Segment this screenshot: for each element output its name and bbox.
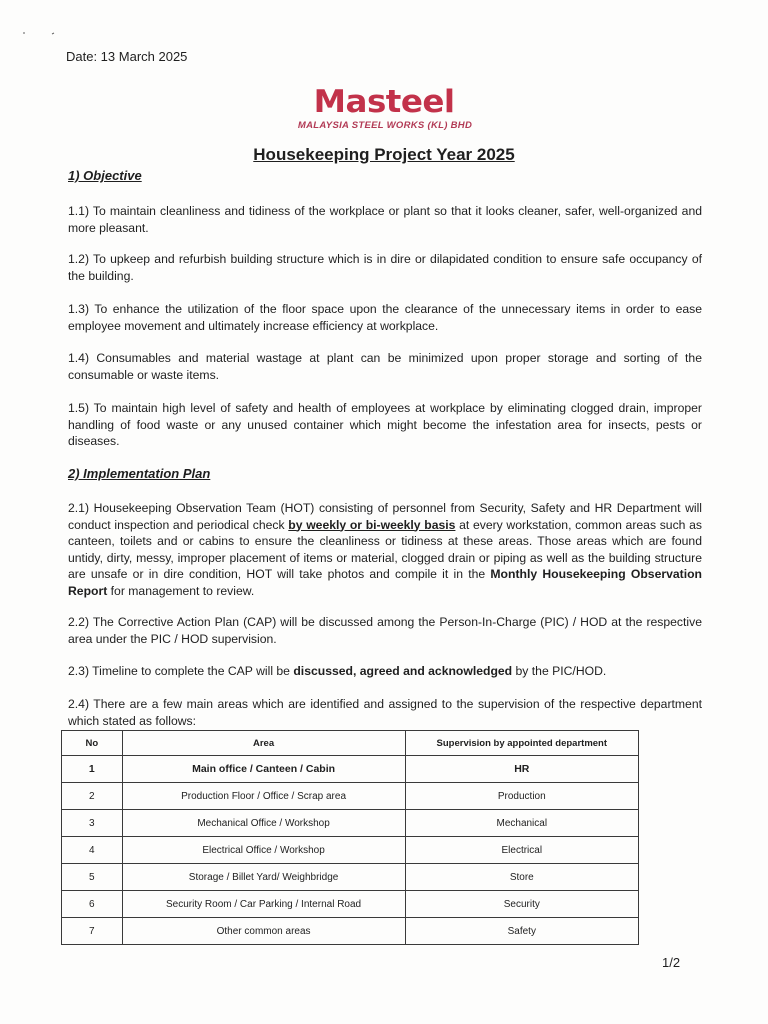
objective-item: 1.3) To enhance the utilization of the floor space upon the clearance of the unnecessary items in order to ease employee movement and ultimately increase efficiency at workplace. bbox=[68, 302, 702, 333]
document-date: Date: 13 March 2025 bbox=[66, 49, 188, 64]
objective-item: 1.1) To maintain cleanliness and tidiness of the workplace or plant so that it looks cleaner, safer, well-organized and more pleasant. bbox=[68, 204, 702, 235]
table-row: 5 Storage / Billet Yard/ Weighbridge Store bbox=[62, 864, 639, 891]
plan-item-2-3: 2.3) Timeline to complete the CAP will be discussed, agreed and acknowledged by the PIC/HOD. bbox=[68, 664, 607, 678]
inspection-frequency: by weekly or bi-weekly basis bbox=[288, 517, 456, 532]
area-assignment-table bbox=[61, 730, 639, 945]
table-row: 1 Main office / Canteen / Cabin HR bbox=[62, 756, 639, 783]
table-row: 6 Security Room / Car Parking / Internal Road Security bbox=[62, 891, 639, 918]
company-logo bbox=[0, 84, 768, 131]
objective-item: 1.5) To maintain high level of safety and health of employees at workplace by eliminating clogged drain, improper handling of food waste or any unused container which might become the infestation area for insects, pests or diseases. bbox=[68, 401, 702, 448]
page-number: 1/2 bbox=[662, 955, 681, 970]
table-header-row bbox=[62, 731, 639, 756]
plan-item-2-4: 2.4) There are a few main areas which are identified and assigned to the supervision of the respective department which stated as follows: bbox=[68, 697, 702, 728]
objective-heading: 1) Objective bbox=[68, 168, 142, 183]
table-row: 2 Production Floor / Office / Scrap area Production bbox=[62, 783, 639, 810]
report-name: Monthly Housekeeping Observation Report bbox=[68, 567, 702, 598]
document-title: Housekeeping Project Year 2025 bbox=[253, 145, 515, 164]
logo-name: Masteel bbox=[313, 84, 455, 120]
scan-mark bbox=[22, 30, 56, 38]
header-no: No bbox=[62, 731, 123, 756]
table-row: 4 Electrical Office / Workshop Electrical bbox=[62, 837, 639, 864]
logo-subtitle: MALAYSIA STEEL WORKS (KL) BHD bbox=[297, 120, 473, 131]
header-supervision: Supervision by appointed department bbox=[405, 731, 638, 756]
plan-item-2-1: 2.1) Housekeeping Observation Team (HOT) consisting of personnel from Security, Safety and HR Department will conduct inspection and periodical check by weekly or bi-weekly basis at every workstation, common areas such as canteen, toilets and or cabins to ensure the cleanliness or tidiness at these areas. Those areas which are found untidy, dirty, messy, improper placement of items or material, clogged drain or piping as well as the building structure are unsafe or in dire condition, HOT will take photos and compile it in the Monthly Housekeeping Observation Report for management to review. bbox=[68, 501, 703, 598]
objective-item: 1.2) To upkeep and refurbish building structure which is in dire or dilapidated condition to ensure safe occupancy of the building. bbox=[68, 252, 702, 283]
header-area: Area bbox=[122, 731, 405, 756]
table-row: 7 Other common areas Safety bbox=[62, 918, 639, 945]
objective-item: 1.4) Consumables and material wastage at plant can be minimized upon proper storage and sorting of the consumable or waste items. bbox=[68, 351, 702, 382]
plan-item-2-2: 2.2) The Corrective Action Plan (CAP) will be discussed among the Person-In-Charge (PIC) / HOD at the respective area under the PIC / HOD supervision. bbox=[68, 615, 702, 646]
table-row: 3 Mechanical Office / Workshop Mechanical bbox=[62, 810, 639, 837]
implementation-heading: 2) Implementation Plan bbox=[68, 466, 211, 481]
